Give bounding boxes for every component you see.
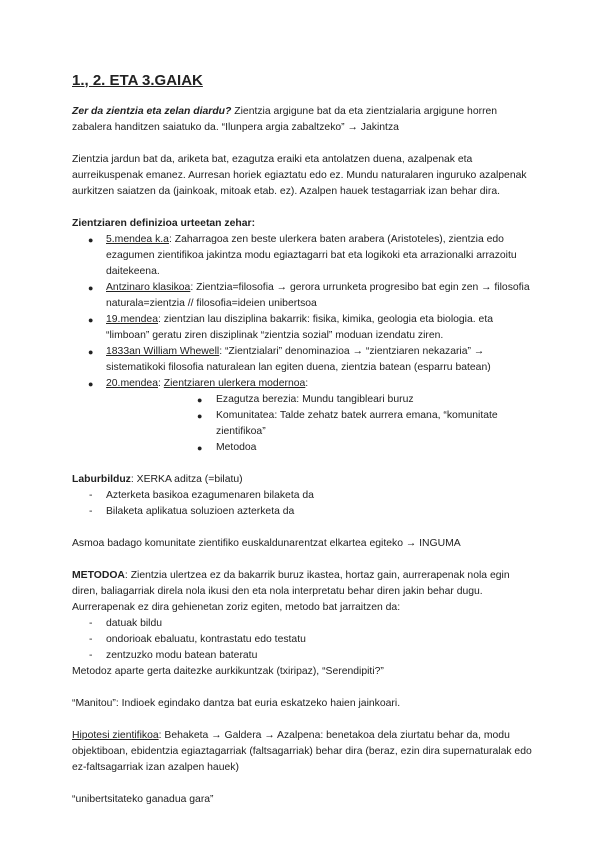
list-item — [72, 280, 532, 312]
list-item: - Azterketa basikoa ezagumenaren bilaketa da — [72, 488, 532, 504]
intro-question: Zer da zientzia eta zelan diardu? — [72, 106, 232, 117]
list-item: - zentzuzko modu batean bateratu — [72, 648, 532, 664]
sublist-item: ● Komunitatea: Talde zehatz batek aurrera emana, “komunitate zientifikoa” — [72, 408, 532, 440]
hipotesi-label: Hipotesi zientifikoa — [72, 730, 159, 741]
list-item — [72, 232, 532, 280]
modern-science-sublist — [72, 392, 532, 456]
summary-label: Laburbilduz — [72, 474, 131, 485]
asmoa-paragraph: Asmoa badago komunitate zientifiko euskaldunarentzat elkartea egiteko → INGUMA — [72, 538, 461, 549]
list-item: ● 20.mendea: Zientziaren ulerkera modernoa: — [72, 376, 532, 392]
list-item-term: 20.mendea — [106, 378, 158, 389]
hipotesi-paragraph — [72, 728, 532, 776]
list-item-term: 19.mendea — [106, 314, 158, 325]
list-item-text: : — [305, 378, 309, 389]
quote-paragraph: “unibertsitateko ganadua gara” — [72, 794, 214, 805]
science-paragraph: Zientzia jardun bat da, ariketa bat, ezagutza eraiki eta antolatzen duena, azalpenak eta aurreikuspenak emanez. Aurresan horiek egiaztatu edo ez. Mundu naturalaren inguruko azalpenak aurkitzen saiatzen da (jainkoak, mitoak etab. ez). Azalpen hauek testagarriak izan behar dira. — [72, 154, 527, 197]
list-item-term-2: Zientziaren ulerkera modernoa — [163, 378, 306, 389]
list-item: - datuak bildu — [72, 616, 532, 632]
manitou-paragraph: “Manitou”: Indioek egindako dantza bat euria eskatzeko haien jainkoari. — [72, 698, 401, 709]
list-item-term: Antzinaro klasikoa — [106, 282, 191, 293]
list-item-text: : Zientzia=filosofia → gerora urrunketa progresibo bat egin zen → filosofia naturala=zientzia // filosofia=ideien unibertsoa — [106, 282, 530, 309]
list-item: - Bilaketa aplikatua soluzioen azterketa da — [72, 504, 532, 520]
list-item-text: : Zaharragoa zen beste ulerkera baten arabera (Aristoteles), zientzia edo ezagumen zientifikoa jakintza modu egiaztagarri bat eta logikoki eta arrazionalki arrazoitu daitekeena. — [106, 234, 517, 277]
sublist-item: ● Ezagutza berezia: Mundu tangibleari buruz — [72, 392, 532, 408]
definitions-list — [72, 232, 532, 392]
metodoa-list — [72, 616, 532, 664]
document-page — [72, 72, 532, 808]
intro-paragraph — [72, 104, 532, 136]
summary-paragraph — [72, 472, 532, 488]
page-title: 1., 2. ETA 3.GAIAK — [72, 72, 203, 89]
intro-answer: Zientzia argigune bat da eta zientzialaria argigune horren zabalera handitzen saiatuko da. “Ilunpera argia zabaltzeko” → Jakintza — [72, 106, 498, 133]
metodoa-paragraph — [72, 568, 532, 616]
metodoa-after: Metodoz aparte gerta daitezke aurkikuntzak (txiripaz), “Serendipiti?” — [72, 666, 384, 677]
list-item — [72, 312, 532, 344]
summary-list — [72, 488, 532, 520]
summary-text: : XERKA aditza (=bilatu) — [130, 474, 243, 485]
list-item — [72, 344, 532, 376]
list-item-term: 1833an William Whewell — [106, 346, 220, 357]
hipotesi-text: : Behaketa → Galdera → Azalpena: benetakoa dela ziurtatu behar da, modu objektiboan, ebidentzia egiaztagarriak (faltsagarriak) behar dira (beraz, ezin dira supernaturalak edo ez-faltsagarriak izan azalpen hauek) — [72, 730, 532, 773]
list-item: - ondorioak ebaluatu, kontrastatu edo testatu — [72, 632, 532, 648]
metodoa-label: METODOA — [72, 570, 125, 581]
sublist-item: ● Metodoa — [72, 440, 532, 456]
list-item-text: : zientzian lau disziplina bakarrik: fisika, kimika, geologia eta biologia. eta “limboan” geratu ziren disziplinak “zientzia sozial” moduan izendatu ziren. — [106, 314, 493, 341]
list-item-term: 5.mendea k.a — [106, 234, 169, 245]
list-item-text: : “Zientzialari” denominazioa → “zientziaren nekazaria” → sistematikoki filosofia naturalean lan egiten duena, zientzia batean (esparru batean) — [106, 346, 491, 373]
definitions-heading: Zientziaren definizioa urteetan zehar: — [72, 218, 256, 229]
metodoa-text: : Zientzia ulertzea ez da bakarrik buruz ikastea, hortaz gain, aurrerapenak nola egin diren, baliagarriak direla nola ikusi den eta nola interpretatu behar diren jakin behar dugu. Aurrerapenak ez dira gehienetan zoriz egiten, metodo bat jarraitzen da: — [72, 570, 510, 613]
